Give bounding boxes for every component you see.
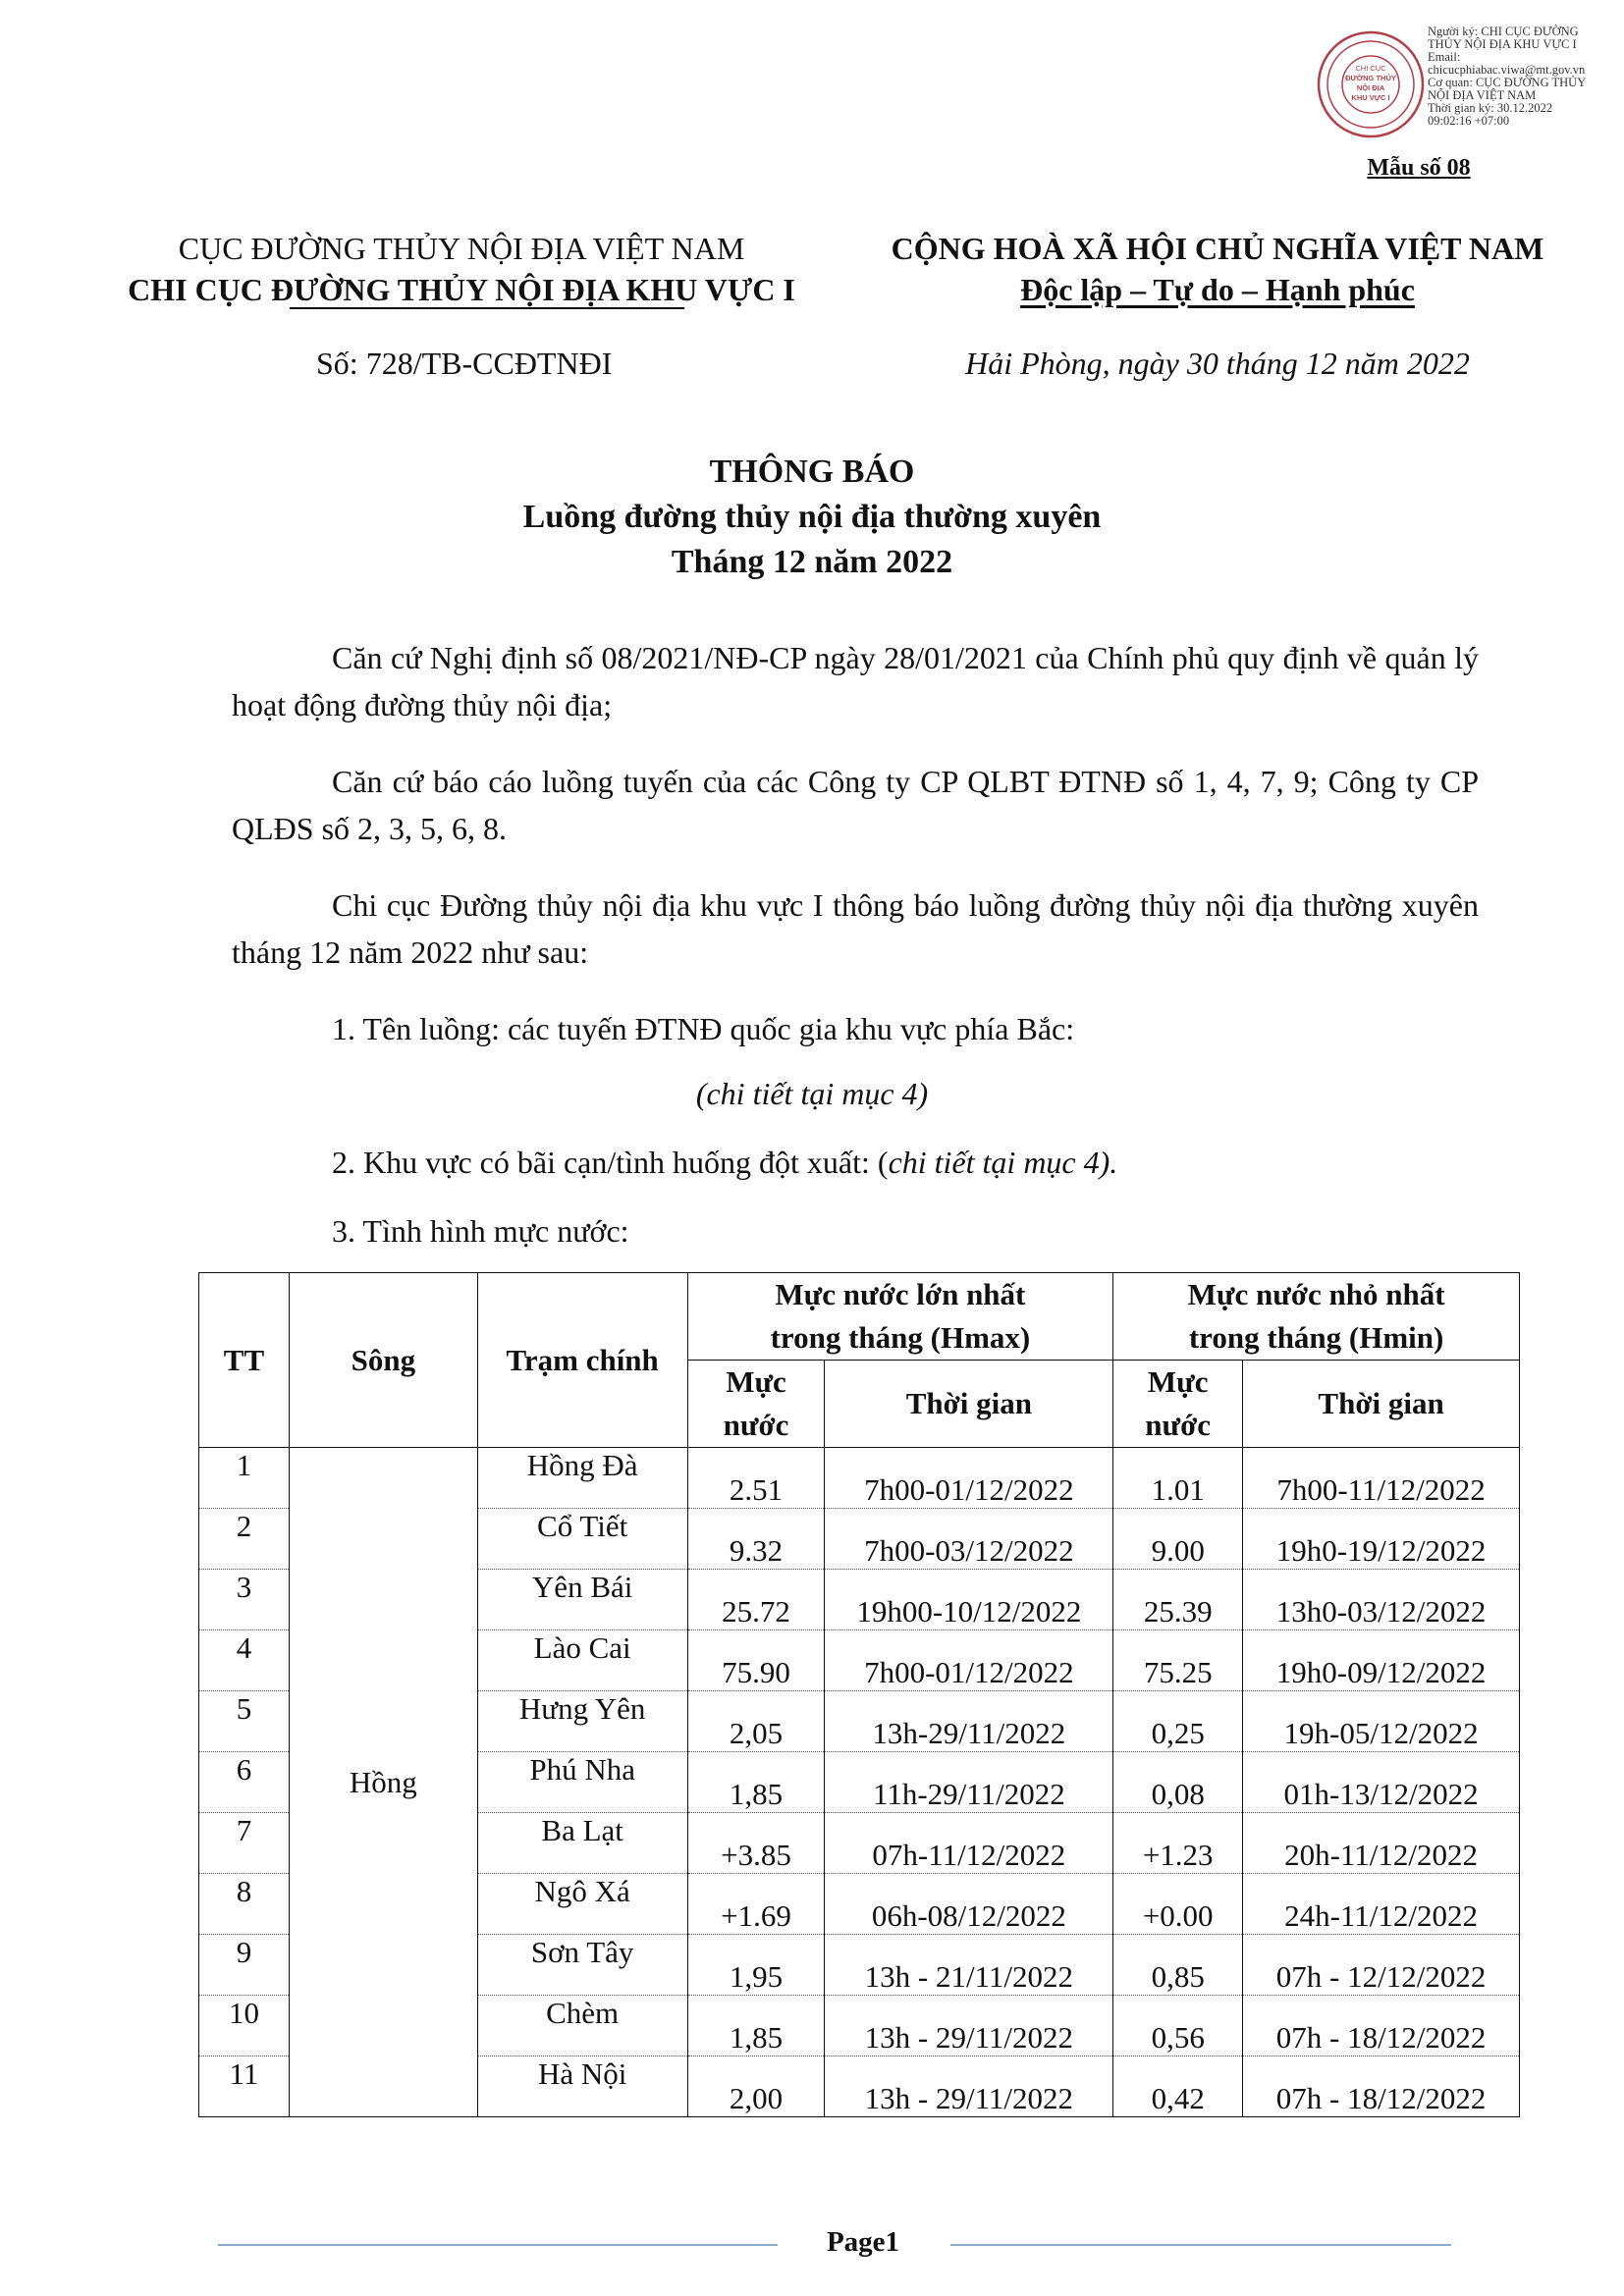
cell-tt: 7: [199, 1813, 290, 1874]
cell-tt: 9: [199, 1935, 290, 1996]
document-title: [108, 450, 1516, 585]
cell-hmin-time: 13h0-03/12/2022: [1243, 1570, 1520, 1630]
cell-tt: 10: [199, 1996, 290, 2056]
cell-hmax-time: 13h - 29/11/2022: [825, 1996, 1113, 2056]
cell-hmin-time: 20h-11/12/2022: [1243, 1813, 1520, 1874]
item-1-channel-name: 1. Tên luồng: các tuyến ĐTNĐ quốc gia khu vực phía Bắc:: [332, 1011, 1075, 1046]
cell-hmax-time: 19h00-10/12/2022: [825, 1570, 1113, 1630]
header-hmax-line1: Mực nước lớn nhất: [775, 1277, 1026, 1311]
header-level-l2: nước: [723, 1408, 789, 1442]
signature-line: chicucphiabac.viwa@mt.gov.vn: [1428, 63, 1586, 77]
cell-station: Cổ Tiết: [477, 1509, 687, 1570]
cell-hmax: 2,05: [687, 1691, 825, 1752]
cell-station: Hưng Yên: [477, 1691, 687, 1752]
signature-line: Email:: [1428, 50, 1461, 64]
seal-line-2: ĐƯỜNG THỦY: [1345, 74, 1396, 82]
cell-hmax-time: 7h00-03/12/2022: [825, 1509, 1113, 1570]
cell-hmin: 0,85: [1113, 1935, 1243, 1996]
national-title-block: [864, 228, 1571, 310]
cell-station: Sơn Tây: [477, 1935, 687, 1996]
cell-hmin-time: 01h-13/12/2022: [1243, 1752, 1520, 1813]
cell-hmin-time: 24h-11/12/2022: [1243, 1874, 1520, 1935]
seal-line-3: NỘI ĐỊA: [1356, 83, 1385, 92]
cell-hmax: 1,85: [687, 1752, 825, 1813]
cell-hmax: +1.69: [687, 1874, 825, 1935]
cell-hmax-time: 7h00-01/12/2022: [825, 1630, 1113, 1691]
cell-station: Hà Nội: [477, 2056, 687, 2117]
header-level-l2: nước: [1145, 1408, 1212, 1442]
cell-hmin-time: 07h - 18/12/2022: [1243, 1996, 1520, 2056]
cell-station: Chèm: [477, 1996, 687, 2056]
cell-hmax: 25.72: [687, 1570, 825, 1630]
issuing-agency: CHI CỤC ĐƯỜNG THỦY NỘI ĐỊA KHU VỰC I: [128, 272, 795, 307]
cell-hmin-time: 19h0-09/12/2022: [1243, 1630, 1520, 1691]
signature-line: Cơ quan: CỤC ĐƯỜNG THỦY: [1428, 76, 1587, 89]
title-line-3: Tháng 12 năm 2022: [671, 544, 953, 580]
cell-river: Hồng: [289, 1448, 477, 2117]
cell-hmax-time: 07h-11/12/2022: [825, 1813, 1113, 1874]
title-line-1: THÔNG BÁO: [709, 454, 915, 490]
header-hmax: [687, 1273, 1113, 1361]
agency-underline: [290, 307, 684, 309]
water-level-table: [198, 1272, 1520, 2117]
title-line-2: Luồng đường thủy nội địa thường xuyên: [522, 499, 1102, 535]
digital-signature-seal: [1316, 29, 1426, 139]
cell-hmin: +1.23: [1113, 1813, 1243, 1874]
cell-hmax: 1,85: [687, 1996, 825, 2056]
cell-hmax-time: 13h-29/11/2022: [825, 1691, 1113, 1752]
parent-agency: CỤC ĐƯỜNG THỦY NỘI ĐỊA VIỆT NAM: [178, 231, 745, 266]
cell-hmin: 25.39: [1113, 1570, 1243, 1630]
cell-hmin: 9.00: [1113, 1509, 1243, 1570]
header-tt: TT: [199, 1273, 290, 1448]
header-station: Trạm chính: [477, 1273, 687, 1448]
cell-hmax: 75.90: [687, 1630, 825, 1691]
cell-station: Ba Lạt: [477, 1813, 687, 1874]
place-and-date: Hải Phòng, ngày 30 tháng 12 năm 2022: [965, 346, 1470, 381]
signature-info: [1428, 26, 1614, 128]
cell-tt: 6: [199, 1752, 290, 1813]
cell-hmin-time: 07h - 18/12/2022: [1243, 2056, 1520, 2117]
item-2-text: 2. Khu vực có bãi cạn/tình huống đột xuất: (: [332, 1145, 889, 1180]
cell-hmin-time: 7h00-11/12/2022: [1243, 1448, 1520, 1509]
cell-tt: 5: [199, 1691, 290, 1752]
item-2-shoals: [332, 1145, 1117, 1181]
signature-line: Thời gian ký: 30.12.2022: [1428, 101, 1553, 115]
cell-tt: 4: [199, 1630, 290, 1691]
header-hmin: [1113, 1273, 1520, 1361]
page-number: Page1: [826, 2226, 900, 2258]
cell-station: Ngô Xá: [477, 1874, 687, 1935]
cell-hmin-time: 07h - 12/12/2022: [1243, 1935, 1520, 1996]
signature-line: THỦY NỘI ĐỊA KHU VỰC I: [1428, 37, 1577, 51]
seal-line-1: CHI CỤC: [1355, 64, 1386, 73]
cell-hmin: 0,08: [1113, 1752, 1243, 1813]
footer-divider-right: [950, 2244, 1451, 2246]
footer-divider-left: [218, 2244, 778, 2246]
cell-tt: 1: [199, 1448, 290, 1509]
header-level-l1: Mực: [1147, 1364, 1209, 1399]
cell-hmin-time: 19h-05/12/2022: [1243, 1691, 1520, 1752]
cell-hmin: +0.00: [1113, 1874, 1243, 1935]
signature-line: 09:02:16 +07:00: [1428, 114, 1510, 128]
cell-hmax-time: 11h-29/11/2022: [825, 1752, 1113, 1813]
cell-hmax: 2.51: [687, 1448, 825, 1509]
cell-hmin-time: 19h0-19/12/2022: [1243, 1509, 1520, 1570]
paragraph-legal-basis-2: Căn cứ báo cáo luồng tuyến của các Công ty CP QLBT ĐTNĐ số 1, 4, 7, 9; Công ty CP QLĐS số 2, 3, 5, 6, 8.: [232, 764, 1479, 846]
cell-hmin: 0,25: [1113, 1691, 1243, 1752]
cell-station: Hồng Đà: [477, 1448, 687, 1509]
cell-hmax-time: 13h - 21/11/2022: [825, 1935, 1113, 1996]
cell-tt: 3: [199, 1570, 290, 1630]
item-3-water-level: 3. Tình hình mực nước:: [332, 1213, 629, 1249]
paragraph-legal-basis-1: Căn cứ Nghị định số 08/2021/NĐ-CP ngày 28/01/2021 của Chính phủ quy định về quản lý hoạt động đường thủy nội địa;: [232, 640, 1479, 722]
cell-hmax: +3.85: [687, 1813, 825, 1874]
header-hmin-time: Thời gian: [1243, 1361, 1520, 1448]
header-river: Sông: [289, 1273, 477, 1448]
cell-hmin: 0,56: [1113, 1996, 1243, 2056]
cell-hmin: 1.01: [1113, 1448, 1243, 1509]
signature-line: Người ký: CHI CỤC ĐƯỜNG: [1428, 25, 1579, 38]
item-2-note: chi tiết tại mục 4).: [888, 1145, 1118, 1180]
cell-station: Yên Bái: [477, 1570, 687, 1630]
header-hmax-time: Thời gian: [825, 1361, 1113, 1448]
paragraph-announcement: Chi cục Đường thủy nội địa khu vực I thông báo luồng đường thủy nội địa thường xuyên tháng 12 năm 2022 như sau:: [232, 887, 1479, 970]
header-hmin-line2: trong tháng (Hmin): [1188, 1320, 1444, 1355]
header-hmax-level: [687, 1361, 825, 1448]
seal-line-4: KHU VỰC I: [1351, 93, 1390, 102]
item-1-note: (chi tiết tại mục 4): [695, 1076, 929, 1111]
cell-hmin: 75.25: [1113, 1630, 1243, 1691]
cell-hmax: 2,00: [687, 2056, 825, 2117]
cell-station: Lào Cai: [477, 1630, 687, 1691]
issuing-agency-block: [108, 228, 815, 310]
cell-tt: 11: [199, 2056, 290, 2117]
cell-station: Phú Nha: [477, 1752, 687, 1813]
header-hmin-line1: Mực nước nhỏ nhất: [1187, 1277, 1445, 1311]
cell-hmax-time: 13h - 29/11/2022: [825, 2056, 1113, 2117]
cell-hmin: 0,42: [1113, 2056, 1243, 2117]
form-number: Mẫu số 08: [1367, 155, 1471, 181]
cell-hmax: 1,95: [687, 1935, 825, 1996]
cell-tt: 2: [199, 1509, 290, 1570]
header-hmax-line2: trong tháng (Hmax): [770, 1320, 1031, 1355]
header-hmin-level: [1113, 1361, 1243, 1448]
document-number: Số: 728/TB-CCĐTNĐI: [316, 346, 613, 381]
cell-tt: 8: [199, 1874, 290, 1935]
cell-hmax-time: 06h-08/12/2022: [825, 1874, 1113, 1935]
signature-line: NỘI ĐỊA VIỆT NAM: [1428, 88, 1537, 102]
cell-hmax-time: 7h00-01/12/2022: [825, 1448, 1113, 1509]
cell-hmax: 9.32: [687, 1509, 825, 1570]
national-motto: Độc lập – Tự do – Hạnh phúc: [1020, 272, 1415, 307]
header-level-l1: Mực: [726, 1364, 786, 1399]
table-row: [199, 1448, 1520, 1509]
country-name: CỘNG HOÀ XÃ HỘI CHỦ NGHĨA VIỆT NAM: [891, 231, 1544, 266]
